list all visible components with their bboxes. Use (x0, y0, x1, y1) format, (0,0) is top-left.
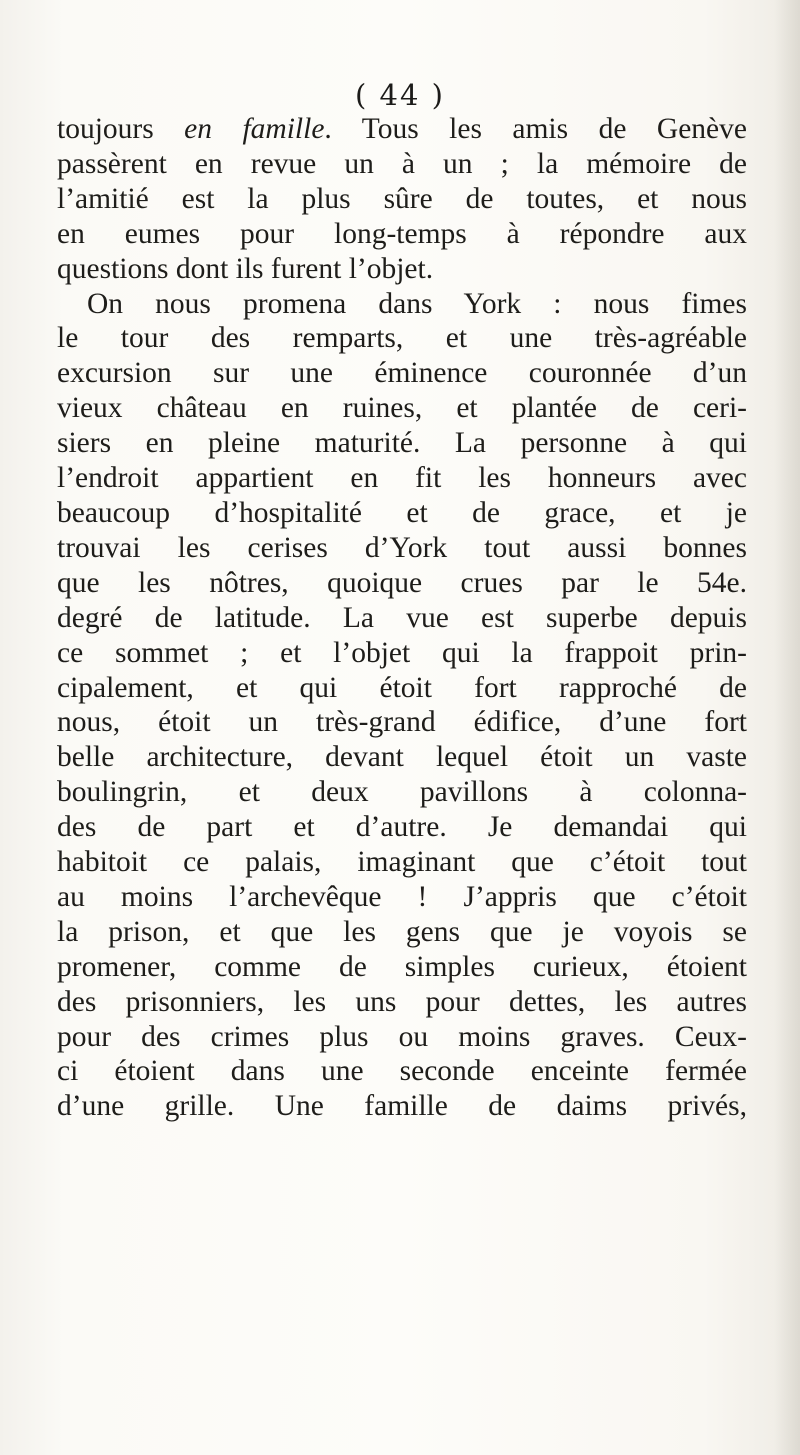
text-line-9: vieux château en ruines, et plantée de ceri- (57, 392, 747, 425)
text-line-13: trouvai les cerises d’York tout aussi bonnes (57, 531, 747, 564)
text-line-27: pour des crimes plus ou moins graves. Ceux- (57, 1020, 747, 1053)
text-line-24: la prison, et que les gens que je voyois se (57, 915, 747, 948)
text-line-12: beaucoup d’hospitalité et de grace, et je (57, 496, 747, 529)
text-line-29: d’une grille. Une famille de daims privés, (57, 1090, 747, 1123)
text-line-18: nous, étoit un très-grand édifice, d’une fort (57, 706, 747, 739)
text-line-6: On nous promena dans York : nous fimes (87, 287, 747, 320)
text-line-17: cipalement, et qui étoit fort rapproché de (57, 671, 747, 704)
text-line-5: questions dont ils furent l’objet. (57, 252, 434, 285)
page-edge-shadow (774, 0, 800, 1455)
text-line-16: ce sommet ; et l’objet qui la frappoit prin- (57, 636, 747, 669)
text-line-15: degré de latitude. La vue est superbe depuis (57, 601, 747, 634)
text-line-23: au moins l’archevêque ! J’appris que c’étoit (57, 880, 747, 913)
text-line-3: l’amitié est la plus sûre de toutes, et nous (57, 182, 747, 215)
text-line-26: des prisonniers, les uns pour dettes, les autres (57, 985, 747, 1018)
text-line-22: habitoit ce palais, imaginant que c’étoit tout (57, 846, 747, 879)
text-line-14: que les nôtres, quoique crues par le 54e. (57, 566, 747, 599)
text-line-2: passèrent en revue un à un ; la mémoire de (57, 147, 747, 180)
text-line-10: siers en pleine maturité. La personne à qui (57, 427, 747, 460)
text-line-25: promener, comme de simples curieux, étoient (57, 950, 747, 983)
text-line-4: en eumes pour long-temps à répondre aux (57, 217, 747, 250)
text-line-7: le tour des remparts, et une très-agréable (57, 322, 747, 355)
text-line-1: toujours en famille. Tous les amis de Genève (57, 113, 747, 145)
text-line-11: l’endroit appartient en fit les honneurs avec (57, 462, 747, 495)
page-number-header: ( 44 ) (355, 78, 445, 112)
text-line-20: boulingrin, et deux pavillons à colonna- (57, 776, 747, 809)
text-line-8: excursion sur une éminence couronnée d’un (57, 357, 747, 390)
text-line-21: des de part et d’autre. Je demandai qui (57, 811, 747, 844)
body-text (57, 112, 747, 1124)
italic-phrase: en famille (184, 113, 325, 145)
text-line-19: belle architecture, devant lequel étoit un vaste (57, 741, 747, 774)
text-line-28: ci étoient dans une seconde enceinte fermée (57, 1055, 747, 1088)
